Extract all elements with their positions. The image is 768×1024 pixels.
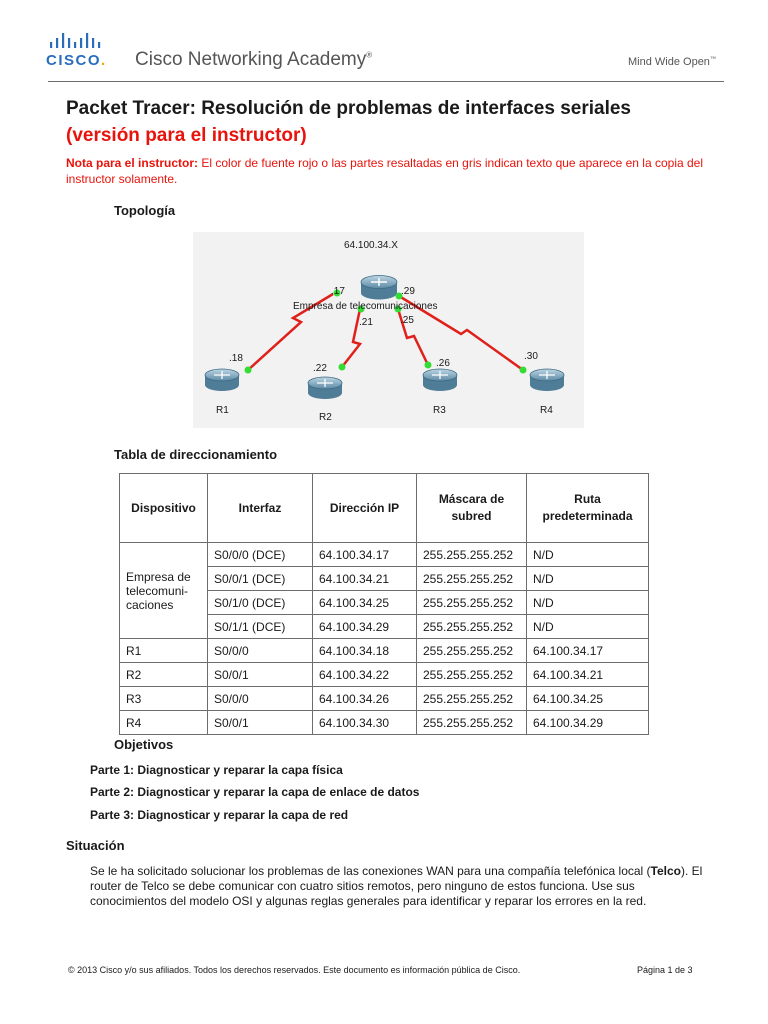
table-header-row [120, 474, 649, 543]
network-label: 64.100.34.X [344, 240, 398, 251]
table-cell: 255.255.255.252 [417, 663, 527, 687]
footer-page-number: Página 1 de 3 [637, 965, 693, 975]
table-cell-device: Empresa de telecomuni-caciones [120, 543, 208, 639]
table-cell: 255.255.255.252 [417, 615, 527, 639]
table-cell: S0/0/1 [208, 663, 313, 687]
table-cell: 255.255.255.252 [417, 639, 527, 663]
table-cell: R3 [120, 687, 208, 711]
column-header: Dirección IP [313, 474, 417, 543]
table-cell: S0/0/1 (DCE) [208, 567, 313, 591]
instructor-note [66, 155, 706, 187]
column-header: Máscara de subred [417, 474, 527, 543]
table-cell: 255.255.255.252 [417, 543, 527, 567]
r3-ip-label: .26 [436, 358, 450, 369]
cisco-logo-bars [48, 30, 110, 50]
note-text: El color de fuente rojo o las partes resaltadas en gris indican texto que aparece en la copia del instructor solamente. [66, 156, 704, 186]
addressing-table [119, 473, 649, 735]
port-label-29: .29 [401, 286, 415, 297]
port-dot [520, 367, 527, 374]
table-cell: 64.100.34.29 [527, 711, 649, 735]
router-r4-icon [530, 369, 564, 391]
r2-label: R2 [319, 412, 332, 423]
situation-paragraph [90, 864, 710, 909]
cisco-logo: CISCO. [46, 52, 107, 69]
table-cell: 255.255.255.252 [417, 687, 527, 711]
table-cell: 64.100.34.21 [527, 663, 649, 687]
r1-label: R1 [216, 405, 229, 416]
telco-label: Empresa de telecomunicaciones [293, 301, 438, 312]
tagline: Mind Wide Open™ [628, 56, 716, 68]
table-cell: S0/0/0 [208, 639, 313, 663]
table-cell: S0/1/1 (DCE) [208, 615, 313, 639]
header-divider [48, 81, 724, 82]
objectives-heading: Objetivos [114, 737, 174, 752]
situation-bold: Telco [650, 864, 681, 878]
router-r2-icon [308, 377, 342, 399]
table-cell: 64.100.34.22 [313, 663, 417, 687]
r4-label: R4 [540, 405, 553, 416]
table-cell: 64.100.34.30 [313, 711, 417, 735]
r4-ip-label: .30 [524, 351, 538, 362]
page-title: Packet Tracer: Resolución de problemas de interfaces seriales [66, 98, 631, 119]
table-cell: N/D [527, 543, 649, 567]
situation-text-2: ). El router de Telco se debe comunicar con cuatro sitios remotos, pero ninguno de estos funciona. Use sus conocimientos del modelo OSI y algunas reglas generales para identificar y reparar los errores en la red. [90, 864, 703, 908]
table-cell: 64.100.34.29 [313, 615, 417, 639]
table-cell: S0/0/1 [208, 711, 313, 735]
port-label-17: .17 [331, 286, 345, 297]
table-cell: 255.255.255.252 [417, 591, 527, 615]
situation-text-1: Se le ha solicitado solucionar los problemas de las conexiones WAN para una compañía telefónica local ( [90, 864, 651, 878]
table-cell: R1 [120, 639, 208, 663]
telco-router-icon [361, 276, 397, 300]
table-cell: N/D [527, 615, 649, 639]
table-cell: R4 [120, 711, 208, 735]
router-r1-icon [205, 369, 239, 391]
port-label-25: .25 [400, 315, 414, 326]
table-cell: 64.100.34.17 [313, 543, 417, 567]
table-cell: N/D [527, 591, 649, 615]
table-cell: 64.100.34.18 [313, 639, 417, 663]
topology-diagram [193, 232, 584, 428]
objective-part-1: Parte 1: Diagnosticar y reparar la capa física [90, 763, 343, 777]
table-cell: 64.100.34.26 [313, 687, 417, 711]
router-r3-icon [423, 369, 457, 391]
table-row [120, 639, 649, 663]
r1-ip-label: .18 [229, 353, 243, 364]
table-row [120, 543, 649, 567]
table-cell: 64.100.34.25 [527, 687, 649, 711]
table-cell: 64.100.34.25 [313, 591, 417, 615]
footer-copyright: © 2013 Cisco y/o sus afiliados. Todos los derechos reservados. Este documento es información pública de Cisco. [68, 965, 521, 975]
page-subtitle: (versión para el instructor) [66, 125, 307, 146]
port-dot [245, 367, 252, 374]
table-row [120, 711, 649, 735]
objective-part-2: Parte 2: Diagnosticar y reparar la capa de enlace de datos [90, 785, 420, 799]
table-cell: R2 [120, 663, 208, 687]
academy-name: Cisco Networking Academy® [135, 49, 373, 70]
column-header: Ruta predeterminada [527, 474, 649, 543]
objective-part-3: Parte 3: Diagnosticar y reparar la capa de red [90, 808, 349, 822]
addressing-table-heading: Tabla de direccionamiento [114, 447, 278, 462]
port-dot [425, 362, 432, 369]
table-cell: S0/0/0 (DCE) [208, 543, 313, 567]
port-dot [339, 364, 346, 371]
table-cell: 64.100.34.21 [313, 567, 417, 591]
table-cell: 255.255.255.252 [417, 711, 527, 735]
table-cell: S0/1/0 (DCE) [208, 591, 313, 615]
topology-background [193, 232, 584, 428]
situation-heading: Situación [66, 838, 125, 853]
topology-heading: Topología [114, 203, 176, 218]
note-label: Nota para el instructor: [66, 156, 199, 170]
column-header: Dispositivo [120, 474, 208, 543]
table-cell: 255.255.255.252 [417, 567, 527, 591]
table-row [120, 663, 649, 687]
port-label-21: .21 [359, 317, 373, 328]
r2-ip-label: .22 [313, 363, 327, 374]
r3-label: R3 [433, 405, 446, 416]
table-row [120, 687, 649, 711]
column-header: Interfaz [208, 474, 313, 543]
table-cell: 64.100.34.17 [527, 639, 649, 663]
table-cell: N/D [527, 567, 649, 591]
table-cell: S0/0/0 [208, 687, 313, 711]
